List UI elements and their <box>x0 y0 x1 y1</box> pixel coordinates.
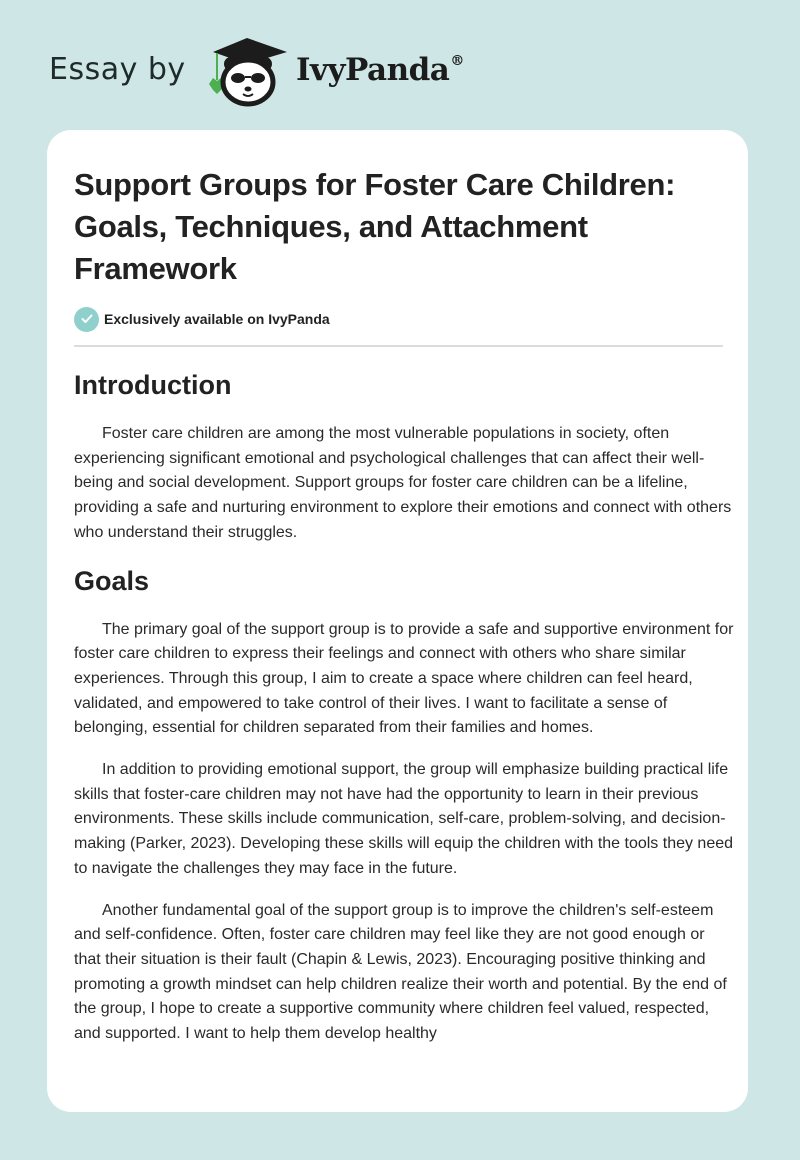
exclusive-label: Exclusively available on IvyPanda <box>104 311 330 327</box>
section-goals <box>74 558 734 1047</box>
brand-text: IvyPanda <box>296 52 450 88</box>
panda-graduate-logo-icon[interactable] <box>203 36 291 108</box>
check-circle-icon <box>74 307 99 332</box>
exclusive-badge <box>74 306 330 332</box>
section-heading: Goals <box>74 565 150 596</box>
essay-card <box>47 130 748 1112</box>
paragraph: In addition to providing emotional support, the group will emphasize building practical life skills that foster-care children may not have had the opportunity to learn in their previous environments. These skills include communication, self-care, problem-solving, and decision-making (Parker, 2023). Developing these skills will equip the children with the tools they need to navigate the challenges they may face in the future. <box>74 761 734 877</box>
page-title: Support Groups for Foster Care Children: Goals, Techniques, and Attachment Framework <box>74 167 676 286</box>
site-header <box>0 0 800 130</box>
divider <box>74 345 723 347</box>
essay-by-label: Essay by <box>49 52 186 87</box>
paragraph: The primary goal of the support group is to provide a safe and supportive environment for foster care children to express their feelings and connect with others who share similar experiences. Through this group, I aim to create a space where children can feel heard, validated, and empowered to take control of their lives. I want to facilitate a sense of belonging, essential for children separated from their families and homes. <box>74 620 734 737</box>
paragraph: Another fundamental goal of the support group is to improve the children's self-esteem and self-confidence. Often, foster care children may feel like they are not good enough or that their situation is their fault (Chapin & Lewis, 2023). Encouraging positive thinking and promoting a growth mindset can help children realize their worth and potential. By the end of the group, I hope to create a supportive community where children feel valued, respected, and supported. I want to help them develop healthy <box>74 901 727 1043</box>
registered-mark: ® <box>450 52 464 69</box>
brand-name[interactable] <box>296 52 464 88</box>
section-heading: Introduction <box>74 370 232 400</box>
section-introduction <box>74 362 734 546</box>
essay-body <box>74 362 734 1047</box>
paragraph: Foster care children are among the most vulnerable populations in society, often experiencing significant emotional and psychological challenges that can affect their well-being and social development. Support groups for foster care children can be a lifeline, providing a safe and nurturing environment to explore their emotions and connect with others who understand their struggles. <box>74 425 732 541</box>
